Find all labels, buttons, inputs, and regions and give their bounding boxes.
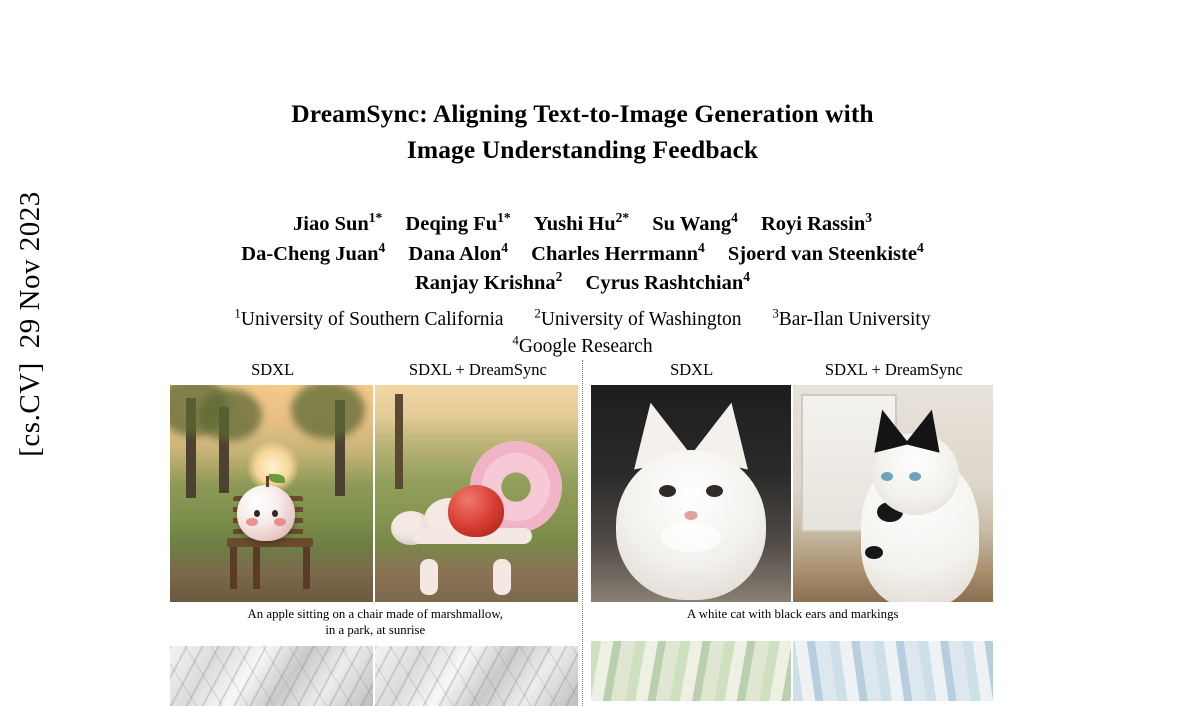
author-row-2 [170, 240, 995, 269]
author: Royi Rassin$^3$ [761, 210, 872, 236]
author-row-1 [170, 210, 995, 239]
author: Da-Cheng Juan$^4$ [241, 239, 386, 265]
figure-image-row2-3 [591, 641, 791, 701]
figure-image-row2-1 [170, 646, 373, 706]
affiliation-row-2 [170, 334, 995, 361]
author: Yushi $Hu^{2*}$ [533, 210, 630, 236]
page-title [170, 96, 995, 168]
arxiv-stamp [0, 0, 60, 648]
column-heading-sdxl: SDXL [251, 360, 295, 379]
paper-body [170, 0, 995, 648]
author-row-3 [170, 269, 995, 298]
caption-line-1: A white cat with black ears and markings [687, 607, 899, 621]
author-sup: 4 [743, 268, 751, 284]
title-line-2: Image Understanding Feedback [406, 135, 759, 165]
affiliation-list [170, 307, 995, 361]
author-sup: 4 [698, 239, 705, 255]
author-sup: 3 [865, 210, 872, 226]
figure-panel-left [170, 360, 583, 706]
figure-image-dreamsync-apple [375, 385, 578, 602]
arxiv-category: [cs.CV] [13, 362, 46, 457]
author-sup: 4 [916, 239, 924, 255]
author-sup: 1* [497, 210, 511, 226]
author: Cyrus Rashtchian$^4$ [585, 268, 751, 294]
author-sup: 2 [555, 268, 563, 284]
figure-caption-right [591, 602, 996, 623]
figure-caption-left [170, 602, 581, 638]
author-list [170, 210, 995, 297]
caption-line-1: An apple sitting on a chair made of marshmallow, [247, 607, 503, 621]
figure-image-row2-2 [375, 646, 578, 706]
author: Sjoerd van Steenkiste$^4$ [727, 239, 924, 265]
figure-image-sdxl-cat [591, 385, 791, 602]
author: Dana Alon$^4$ [408, 239, 509, 265]
affiliation: $^4$Google Research [512, 333, 653, 357]
author: Jiao Sun$^{1*}$ [293, 210, 383, 236]
panel-right-column-headings [591, 360, 996, 385]
author-sup: 1* [368, 210, 383, 226]
author: Deqing $Fu^{1*}$ [405, 210, 511, 236]
author-sup: 4 [378, 239, 386, 255]
author: Ranjay Krishna$^2$ [414, 268, 563, 294]
affiliation: $^1$University of Southern California [234, 306, 504, 330]
column-heading-sdxl: SDXL [670, 360, 714, 379]
column-heading-sdxl-dreamsync: SDXL + DreamSync [408, 360, 547, 379]
panel-left-column-headings [170, 360, 581, 385]
author: Su Wang$^4$ [652, 210, 738, 236]
teaser-figure [170, 360, 995, 706]
author-sup: 4 [501, 239, 509, 255]
figure-image-row2-4 [793, 641, 993, 701]
author-sup: 4 [731, 210, 738, 226]
affiliation-row-1 [170, 307, 995, 334]
title-line-1: DreamSync: Aligning Text-to-Image Generation with [291, 99, 874, 128]
affiliation: $^3$Bar-Ilan University [772, 306, 931, 330]
author: Charles Herrmann$^4$ [531, 239, 705, 265]
column-heading-sdxl-dreamsync: SDXL + DreamSync [824, 360, 963, 379]
figure-panel-right [583, 360, 996, 706]
arxiv-date: 29 Nov 2023 [13, 191, 46, 349]
figure-image-dreamsync-cat [793, 385, 993, 602]
figure-image-sdxl-apple [170, 385, 373, 602]
affiliation: $^2$University of Washington [534, 306, 742, 330]
author-sup: 2* [615, 210, 630, 226]
caption-line-2: in a park, at sunrise [325, 622, 426, 637]
